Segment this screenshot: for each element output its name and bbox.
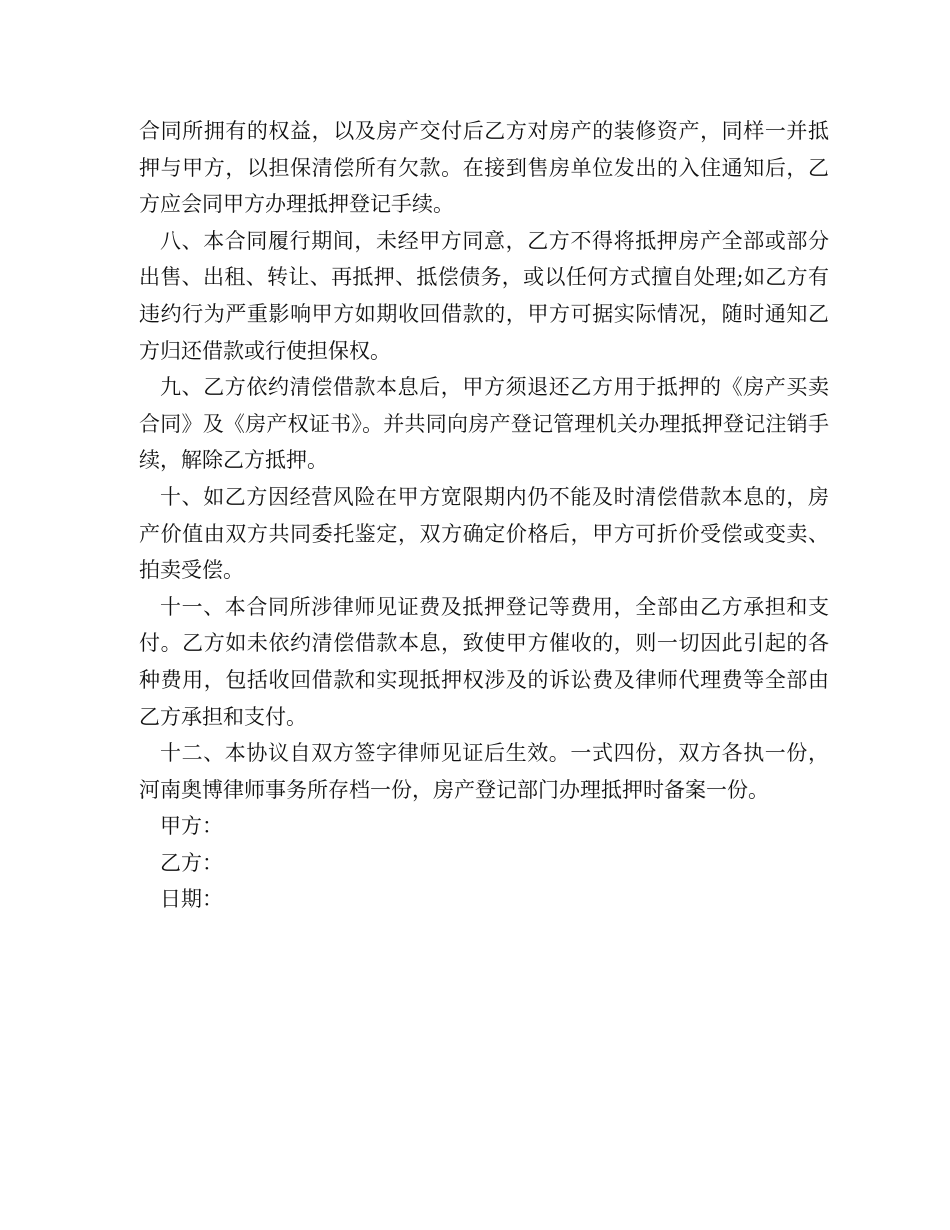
signature-party-b: 乙方： <box>160 850 223 875</box>
paragraph-clause-11: 十一、本合同所涉律师见证费及抵押登记等费用，全部由乙方承担和支付。乙方如未依约清偿借款本息，致使甲方催收的，则一切因此引起的各种费用，包括收回借款和实现抵押权涉及的诉讼费及律师代理费等全部由乙方承担和支付。 <box>139 594 829 729</box>
signature-date: 日期： <box>160 887 223 912</box>
paragraph-clause-8: 八、本合同履行期间，未经甲方同意，乙方不得将抵押房产全部或部分出售、出租、转让、再抵押、抵偿债务，或以任何方式擅自处理;如乙方有违约行为严重影响甲方如期收回借款的，甲方可据实际情况，随时通知乙方归还借款或行使担保权。 <box>139 228 829 363</box>
paragraph-mortgage-scope: 合同所拥有的权益，以及房产交付后乙方对房产的装修资产，同样一并抵押与甲方，以担保清偿所有欠款。在接到售房单位发出的入住通知后，乙方应会同甲方办理抵押登记手续。 <box>139 119 829 217</box>
signature-party-a: 甲方： <box>160 814 223 839</box>
document-body <box>139 113 829 918</box>
paragraph-clause-12: 十二、本协议自双方签字律师见证后生效。一式四份，双方各执一份，河南奥博律师事务所存档一份，房产登记部门办理抵押时备案一份。 <box>139 741 829 802</box>
paragraph-clause-9: 九、乙方依约清偿借款本息后，甲方须退还乙方用于抵押的《房产买卖合同》及《房产权证书》。并共同向房产登记管理机关办理抵押登记注销手续，解除乙方抵押。 <box>139 375 829 473</box>
paragraph-clause-10: 十、如乙方因经营风险在甲方宽限期内仍不能及时清偿借款本息的，房产价值由双方共同委托鉴定，双方确定价格后，甲方可折价受偿或变卖、拍卖受偿。 <box>139 484 829 583</box>
